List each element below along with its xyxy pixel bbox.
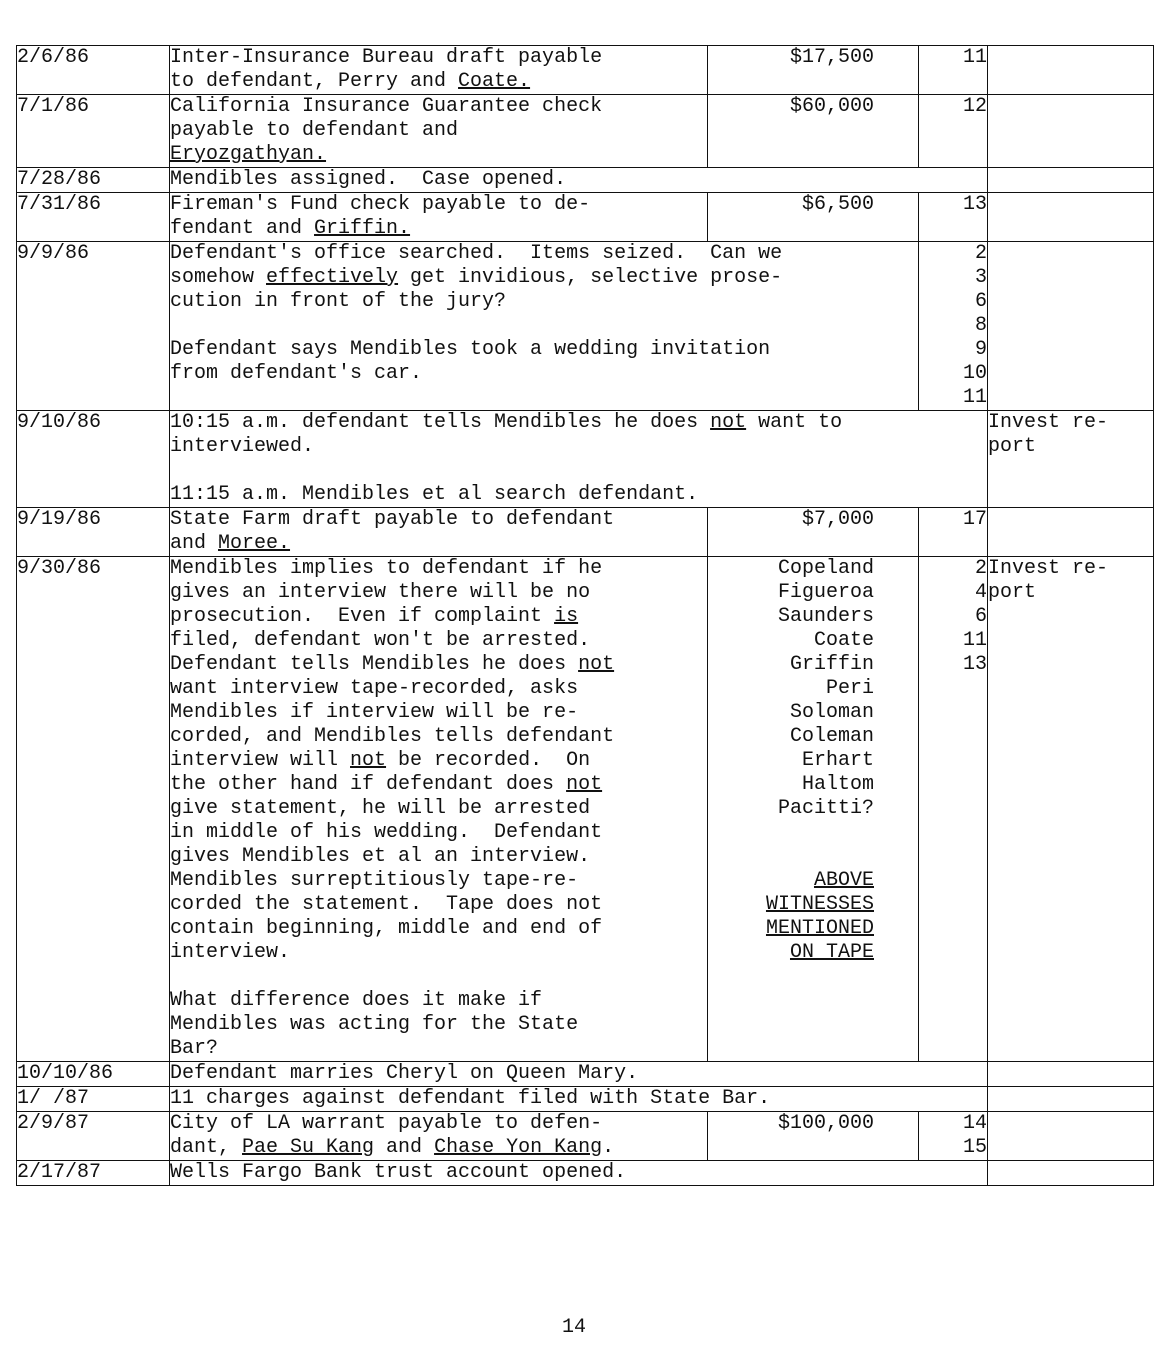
text-segment: contain beginning, middle and end of <box>170 917 603 940</box>
text-segment: to defendant, Perry and <box>170 70 459 93</box>
date-cell: 7/31/86 <box>17 193 170 242</box>
text-segment: filed, defendant won't be arrested. <box>170 629 591 652</box>
text-line <box>170 893 707 917</box>
exhibit-cell <box>919 557 988 1062</box>
note-line <box>988 411 1153 435</box>
text-segment: in middle of his wedding. Defendant <box>170 821 603 844</box>
table-row <box>17 95 1154 168</box>
exhibit-number-text: 9 <box>974 338 987 361</box>
note-cell <box>988 46 1154 95</box>
text-line <box>170 95 707 119</box>
exhibit-number <box>919 95 987 119</box>
amount-line-text: Coleman <box>789 725 874 748</box>
table-row <box>17 1161 1154 1186</box>
text-line <box>170 338 918 362</box>
underlined-text: not <box>578 653 615 676</box>
note-cell <box>988 1161 1154 1186</box>
amount-line <box>708 557 874 581</box>
text-line <box>170 797 707 821</box>
text-segment: give statement, he will be arrested <box>170 797 591 820</box>
exhibit-number <box>919 193 987 217</box>
text-segment: prosecution. Even if complaint <box>170 605 555 628</box>
amount-cell <box>708 193 919 242</box>
amount-line-text: $60,000 <box>789 95 874 118</box>
text-line <box>170 773 707 797</box>
text-line <box>170 266 918 290</box>
amount-line <box>708 46 874 70</box>
note-line <box>988 581 1153 605</box>
text-line <box>170 1112 707 1136</box>
exhibit-number-text: 17 <box>962 508 987 531</box>
exhibit-number <box>919 266 987 290</box>
date-cell: 1/ /87 <box>17 1087 170 1112</box>
amount-line <box>708 1112 874 1136</box>
text-segment: 11:15 a.m. Mendibles et al search defendant. <box>170 483 699 506</box>
text-segment: Defendant marries Cheryl on Queen Mary. <box>170 1062 639 1085</box>
exhibit-number-text: 3 <box>974 266 987 289</box>
text-segment: somehow <box>170 266 267 289</box>
exhibit-number <box>919 362 987 386</box>
amount-cell <box>708 95 919 168</box>
underlined-text: not <box>710 411 747 434</box>
amount-cell <box>708 46 919 95</box>
text-segment: City of LA warrant payable to defen- <box>170 1112 603 1135</box>
text-segment: Mendibles assigned. Case opened. <box>170 168 567 191</box>
table-row <box>17 557 1154 1062</box>
table-row <box>17 242 1154 411</box>
text-segment: payable to defendant and <box>170 119 459 142</box>
underlined-text: Moree. <box>218 532 291 555</box>
text-segment: Mendibles if interview will be re- <box>170 701 579 724</box>
exhibit-number <box>919 581 987 605</box>
text-segment: the other hand if defendant does <box>170 773 567 796</box>
exhibit-number <box>919 46 987 70</box>
description-cell <box>170 1062 988 1087</box>
text-line <box>170 989 707 1013</box>
text-line <box>170 1062 987 1086</box>
amount-line <box>708 821 874 845</box>
date-cell: 7/28/86 <box>17 168 170 193</box>
underlined-text: is <box>554 605 579 628</box>
text-segment: dant, <box>170 1136 243 1159</box>
description-cell <box>170 95 708 168</box>
text-line <box>170 1037 707 1061</box>
exhibit-number <box>919 386 987 410</box>
text-line <box>170 629 707 653</box>
amount-line-text: Erhart <box>801 749 874 772</box>
text-line <box>170 725 707 749</box>
text-line <box>170 483 987 507</box>
description-cell <box>170 168 988 193</box>
text-segment: and <box>170 532 219 555</box>
text-segment: gives an interview there will be no <box>170 581 591 604</box>
description-cell <box>170 1087 988 1112</box>
exhibit-number <box>919 314 987 338</box>
date-cell: 2/9/87 <box>17 1112 170 1161</box>
text-line <box>170 119 707 143</box>
description-cell <box>170 1161 988 1186</box>
underlined-text: not <box>566 773 603 796</box>
note-cell <box>988 193 1154 242</box>
note-cell <box>988 168 1154 193</box>
exhibit-cell <box>919 1112 988 1161</box>
table-row <box>17 1087 1154 1112</box>
date-cell: 9/10/86 <box>17 411 170 508</box>
date-cell: 9/30/86 <box>17 557 170 1062</box>
note-line-text: port <box>988 581 1037 604</box>
text-line <box>170 845 707 869</box>
underlined-text: Eryozgathyan. <box>170 143 327 166</box>
text-segment: Defendant tells Mendibles he does <box>170 653 579 676</box>
text-line <box>170 217 707 241</box>
note-cell <box>988 411 1154 508</box>
amount-line <box>708 917 874 941</box>
text-line <box>170 459 987 483</box>
text-segment: get invidious, selective prose- <box>398 266 783 289</box>
text-line <box>170 193 707 217</box>
amount-line-text: ABOVE <box>813 869 874 892</box>
text-segment: corded, and Mendibles tells defendant <box>170 725 615 748</box>
underlined-text: Griffin. <box>314 217 411 240</box>
description-cell <box>170 557 708 1062</box>
text-line <box>170 46 707 70</box>
text-segment: Wells Fargo Bank trust account opened. <box>170 1161 627 1184</box>
amount-line-text: $6,500 <box>801 193 874 216</box>
text-line <box>170 557 707 581</box>
text-line <box>170 290 918 314</box>
exhibit-cell <box>919 242 988 411</box>
underlined-text: Chase Yon Kang <box>434 1136 603 1159</box>
text-line <box>170 653 707 677</box>
table-row <box>17 1112 1154 1161</box>
amount-line <box>708 677 874 701</box>
note-cell <box>988 1112 1154 1161</box>
exhibit-number <box>919 1112 987 1136</box>
text-segment: interviewed. <box>170 435 315 458</box>
text-segment: Mendibles implies to defendant if he <box>170 557 603 580</box>
underlined-text: Coate. <box>458 70 531 93</box>
exhibit-number-text: 6 <box>974 290 987 313</box>
text-line <box>170 869 707 893</box>
underlined-text: effectively <box>266 266 399 289</box>
text-line <box>170 821 707 845</box>
amount-line-text: Coate <box>813 629 874 652</box>
exhibit-number <box>919 508 987 532</box>
text-segment: Fireman's Fund check payable to de- <box>170 193 591 216</box>
note-line-text: port <box>988 435 1037 458</box>
exhibit-number <box>919 290 987 314</box>
amount-line <box>708 701 874 725</box>
exhibit-number <box>919 605 987 629</box>
exhibit-cell <box>919 508 988 557</box>
amount-line-text: Pacitti? <box>777 797 874 820</box>
text-segment: 11 charges against defendant filed with State Bar. <box>170 1087 771 1110</box>
amount-cell <box>708 508 919 557</box>
exhibit-number-text: 2 <box>974 557 987 580</box>
chronology-rows <box>17 46 1154 1186</box>
text-line <box>170 1161 987 1185</box>
date-cell: 2/6/86 <box>17 46 170 95</box>
exhibit-number <box>919 629 987 653</box>
exhibit-number <box>919 1136 987 1160</box>
text-line <box>170 965 707 989</box>
exhibit-number <box>919 242 987 266</box>
text-line <box>170 508 707 532</box>
exhibit-number-text: 2 <box>974 242 987 265</box>
exhibit-number <box>919 557 987 581</box>
text-line <box>170 677 707 701</box>
text-segment: and <box>374 1136 435 1159</box>
note-line-text: Invest re- <box>988 411 1109 434</box>
amount-line-text: Soloman <box>789 701 874 724</box>
amount-line <box>708 797 874 821</box>
date-cell: 7/1/86 <box>17 95 170 168</box>
table-row <box>17 168 1154 193</box>
amount-line-text: Peri <box>825 677 874 700</box>
exhibit-cell <box>919 95 988 168</box>
description-cell <box>170 193 708 242</box>
text-line <box>170 143 707 167</box>
exhibit-number-text: 11 <box>962 386 987 409</box>
amount-line <box>708 581 874 605</box>
text-segment: . <box>602 1136 615 1159</box>
text-line <box>170 168 987 192</box>
amount-cell <box>708 557 919 1062</box>
underlined-text: Pae Su Kang <box>242 1136 375 1159</box>
amount-line <box>708 508 874 532</box>
text-line <box>170 1136 707 1160</box>
amount-line <box>708 893 874 917</box>
amount-line <box>708 869 874 893</box>
amount-line-text: Griffin <box>789 653 874 676</box>
text-segment: California Insurance Guarantee check <box>170 95 603 118</box>
description-cell <box>170 1112 708 1161</box>
text-line <box>170 1013 707 1037</box>
exhibit-number-text: 4 <box>974 581 987 604</box>
description-cell <box>170 411 988 508</box>
amount-line-text: $17,500 <box>789 46 874 69</box>
date-cell: 9/9/86 <box>17 242 170 411</box>
underlined-text: not <box>350 749 387 772</box>
text-line <box>170 435 987 459</box>
text-line <box>170 362 918 386</box>
exhibit-number-text: 8 <box>974 314 987 337</box>
amount-line <box>708 653 874 677</box>
exhibit-number-text: 14 <box>962 1112 987 1135</box>
text-segment: be recorded. On <box>386 749 591 772</box>
amount-line-text: $100,000 <box>777 1112 874 1135</box>
amount-line <box>708 629 874 653</box>
exhibit-number-text: 15 <box>962 1136 987 1159</box>
amount-line <box>708 725 874 749</box>
amount-line-text: Haltom <box>801 773 874 796</box>
text-line <box>170 411 987 435</box>
text-line <box>170 314 918 338</box>
exhibit-number-text: 13 <box>962 193 987 216</box>
text-segment: What difference does it make if <box>170 989 543 1012</box>
description-cell <box>170 46 708 95</box>
amount-line-text: Saunders <box>777 605 874 628</box>
text-line <box>170 242 918 266</box>
text-segment: 10:15 a.m. defendant tells Mendibles he does <box>170 411 711 434</box>
amount-cell <box>708 1112 919 1161</box>
description-cell <box>170 242 919 411</box>
text-segment: Inter-Insurance Bureau draft payable <box>170 46 603 69</box>
text-segment: want to <box>746 411 843 434</box>
exhibit-cell <box>919 46 988 95</box>
exhibit-number-text: 11 <box>962 46 987 69</box>
chronology-table <box>16 45 1154 1186</box>
amount-line <box>708 749 874 773</box>
description-cell <box>170 508 708 557</box>
table-row <box>17 1062 1154 1087</box>
exhibit-number-text: 12 <box>962 95 987 118</box>
amount-line-text: Copeland <box>777 557 874 580</box>
amount-line-text: MENTIONED <box>765 917 874 940</box>
text-segment: State Farm draft payable to defendant <box>170 508 615 531</box>
amount-line-text: WITNESSES <box>765 893 874 916</box>
table-row <box>17 46 1154 95</box>
text-segment: Mendibles surreptitiously tape-re- <box>170 869 579 892</box>
text-line <box>170 1087 987 1111</box>
note-cell <box>988 508 1154 557</box>
text-line <box>170 581 707 605</box>
text-segment: interview will <box>170 749 351 772</box>
text-segment: Mendibles was acting for the State <box>170 1013 579 1036</box>
exhibit-number-text: 13 <box>962 653 987 676</box>
text-segment: Defendant's office searched. Items seized. Can we <box>170 242 783 265</box>
date-cell: 10/10/86 <box>17 1062 170 1087</box>
text-segment: fendant and <box>170 217 315 240</box>
exhibit-number <box>919 338 987 362</box>
text-segment: from defendant's car. <box>170 362 423 385</box>
exhibit-number-text: 6 <box>974 605 987 628</box>
text-line <box>170 605 707 629</box>
note-cell <box>988 557 1154 1062</box>
amount-line <box>708 193 874 217</box>
text-segment: Defendant says Mendibles took a wedding invitation <box>170 338 771 361</box>
table-row <box>17 193 1154 242</box>
exhibit-number <box>919 653 987 677</box>
text-line <box>170 532 707 556</box>
text-segment: Bar? <box>170 1037 219 1060</box>
text-segment: interview. <box>170 941 291 964</box>
date-cell: 2/17/87 <box>17 1161 170 1186</box>
text-line <box>170 941 707 965</box>
exhibit-cell <box>919 193 988 242</box>
note-cell <box>988 1087 1154 1112</box>
exhibit-number-text: 10 <box>962 362 987 385</box>
date-cell: 9/19/86 <box>17 508 170 557</box>
note-cell <box>988 242 1154 411</box>
note-cell <box>988 1062 1154 1087</box>
page-number: 14 <box>561 1316 586 1339</box>
table-row <box>17 411 1154 508</box>
text-segment: cution in front of the jury? <box>170 290 507 313</box>
text-line <box>170 701 707 725</box>
table-row <box>17 508 1154 557</box>
text-segment: corded the statement. Tape does not <box>170 893 603 916</box>
amount-line <box>708 605 874 629</box>
note-cell <box>988 95 1154 168</box>
note-line-text: Invest re- <box>988 557 1109 580</box>
exhibit-number-text: 11 <box>962 629 987 652</box>
amount-line-text: ON TAPE <box>789 941 874 964</box>
note-line <box>988 557 1153 581</box>
text-segment: want interview tape-recorded, asks <box>170 677 579 700</box>
amount-line <box>708 845 874 869</box>
amount-line-text: $7,000 <box>801 508 874 531</box>
amount-line <box>708 941 874 965</box>
text-line <box>170 70 707 94</box>
text-segment: gives Mendibles et al an interview. <box>170 845 591 868</box>
amount-line <box>708 95 874 119</box>
text-line <box>170 917 707 941</box>
amount-line <box>708 773 874 797</box>
amount-line-text: Figueroa <box>777 581 874 604</box>
text-line <box>170 749 707 773</box>
note-line <box>988 435 1153 459</box>
